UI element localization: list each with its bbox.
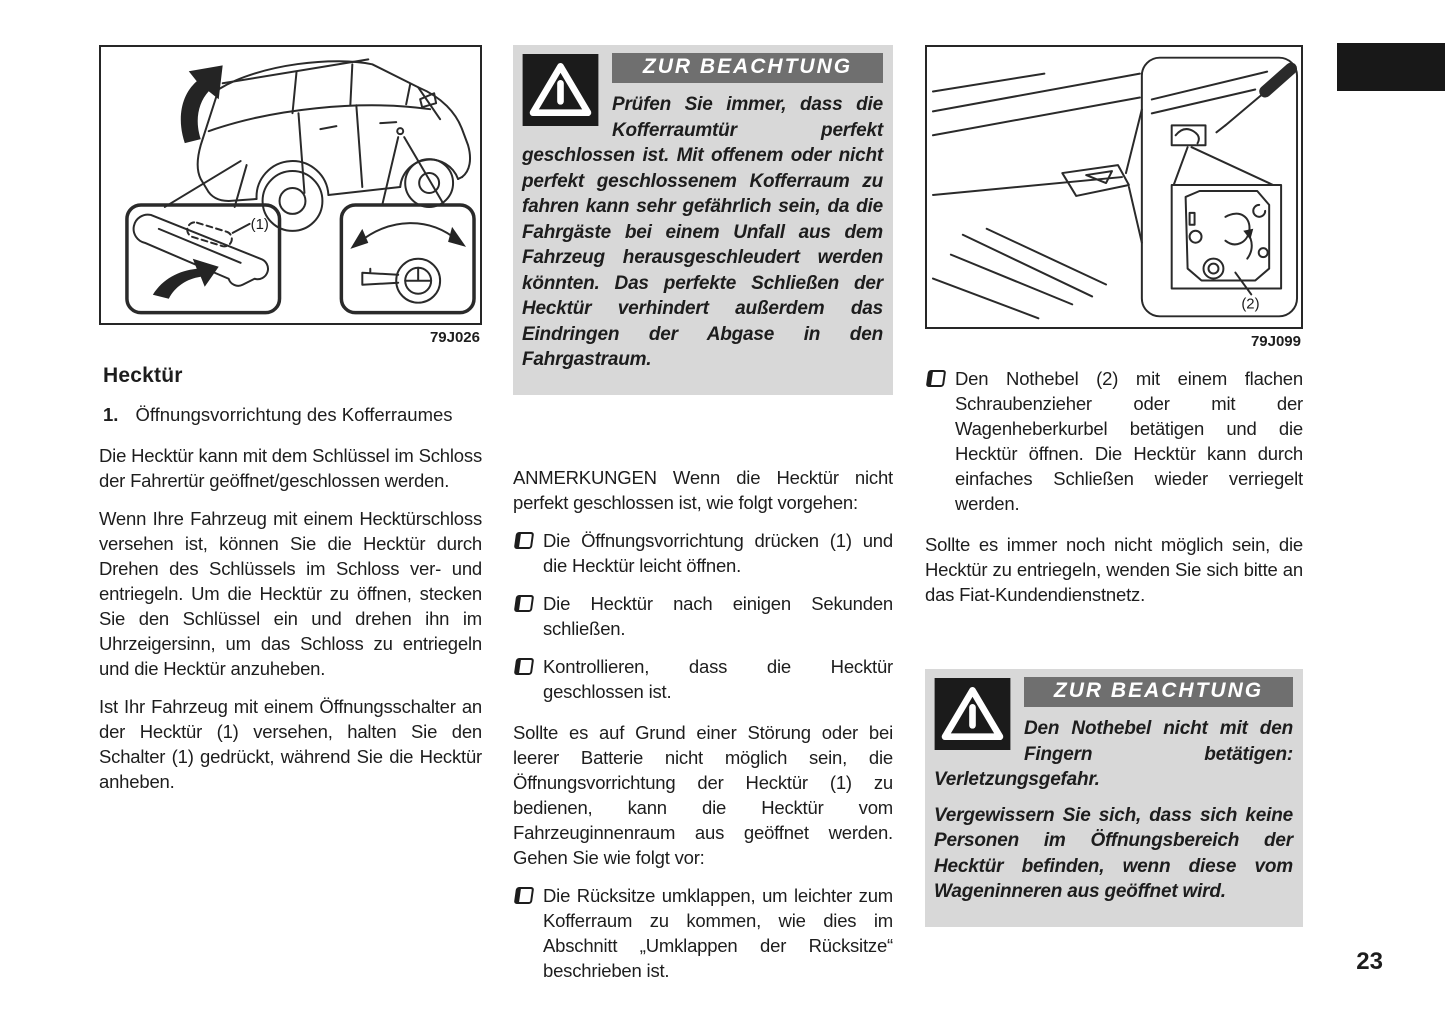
middle-column	[513, 45, 893, 996]
warning-body-text: Vergewissern Sie sich, dass sich keine Personen im Öffnungsbereich der Hecktür befinden, wenn diese vom Wageninneren aus geöffnet wird.	[934, 804, 1293, 902]
warning-header: ZUR BEACHTUNG	[612, 53, 883, 83]
figure-lock-illustration	[925, 45, 1303, 329]
warning-triangle-icon	[934, 678, 1011, 750]
square-bullet-icon	[514, 532, 534, 549]
callout-2-label: (2)	[1241, 295, 1260, 313]
chapter-tab-marker	[1337, 43, 1445, 91]
square-bullet-icon	[514, 658, 534, 675]
list-item	[513, 883, 893, 983]
warning-triangle-icon	[522, 54, 599, 126]
list-item-text: Den Nothebel (2) mit einem flachen Schraubenzieher oder mit der Wagenheberkurbel betätigen und die Hecktür öffnen. Die Hecktür kann durch einfaches Schließen wieder verriegelt werden.	[955, 368, 1303, 514]
warning-body-text: Prüfen Sie immer, dass die Kofferraumtür perfekt geschlossen ist. Mit offenem oder nicht perfekt geschlossenem Kofferraum zu fahren kann sehr gefährlich sein, da die Fahrgäste bei einem Unfall aus dem Fahrzeug herausgeschleudert werden könnten. Das perfekte Schließen der Hecktür verhindert außerdem das Eindringen der Abgase in den Fahrgastraum.	[522, 94, 883, 370]
warning-body-text: Den Nothebel nicht mit den Fingern betätigen: Verletzungsgefahr.	[934, 718, 1293, 790]
section-heading: Hecktür	[103, 364, 183, 387]
page-number: 23	[1356, 948, 1383, 975]
callout-1-label: (1)	[250, 215, 269, 233]
paragraph: Wenn Ihre Fahrzeug mit einem Hecktürschloss versehen ist, können Sie die Hecktür durch Drehen des Schlüssels im Schloss ver- und entriegeln. Um die Hecktür zu öffnen, stecken Sie den Schlüssel ein und drehen ihn im Uhrzeigersinn, um das Schloss zu entriegeln und die Hecktür anzuheben.	[99, 508, 482, 679]
list-item-text: Kontrollieren, dass die Hecktür geschlossen ist.	[543, 655, 893, 702]
list-item-text: Die Öffnungsvorrichtung drücken (1) und die Hecktür leicht öffnen.	[543, 529, 893, 576]
press-arrow-icon	[153, 259, 219, 299]
tailgate-open-arrow-icon	[181, 65, 223, 143]
paragraph: Sollte es immer noch nicht möglich sein, die Hecktür zu entriegeln, wenden Sie sich bitte an das Fiat-Kundendienstnetz.	[925, 534, 1303, 605]
figure-caption-left: 79J026	[429, 329, 480, 346]
list-item-text: Die Rücksitze umklappen, um leichter zum Kofferraum zu kommen, wie dies im Abschnitt „Umklappen der Rücksitze“ beschrieben ist.	[543, 884, 893, 981]
item-number: 1.	[103, 404, 119, 425]
trunk-lock-drawing	[927, 47, 1301, 327]
square-bullet-icon	[514, 887, 534, 904]
item-text: Öffnungsvorrichtung des Kofferraumes	[135, 404, 453, 425]
left-column	[99, 45, 482, 807]
list-item	[925, 366, 1303, 516]
notes-intro-paragraph: ANMERKUNGEN Wenn die Hecktür nicht perfekt geschlossen ist, wie folgt vorgehen:	[513, 466, 893, 513]
paragraph: Sollte es auf Grund einer Störung oder bei leerer Batterie nicht möglich sein, die Öffnungsvorrichtung der Hecktür (1) zu bedienen, kann die Hecktür vom Fahrzeuginnenraum aus geöffnet werden. Gehen Sie wie folgt vor:	[513, 721, 893, 868]
square-bullet-icon	[926, 370, 946, 387]
paragraph: Ist Ihr Fahrzeug mit einem Öffnungsschalter an der Hecktür (1) versehen, halten Sie den Schalter (1) gedrückt, während Sie die Hecktür anheben.	[99, 696, 482, 792]
figure-tailgate-illustration	[99, 45, 482, 325]
numbered-item	[103, 402, 482, 427]
list-item-text: Die Hecktür nach einigen Sekunden schließen.	[543, 592, 893, 639]
warning-box-top	[513, 45, 893, 395]
warning-header: ZUR BEACHTUNG	[1024, 677, 1293, 707]
list-item	[513, 528, 893, 578]
car-tailgate-drawing	[101, 47, 480, 323]
square-bullet-icon	[514, 595, 534, 612]
warning-box-bottom	[925, 669, 1303, 927]
list-item	[513, 591, 893, 641]
figure-caption-right: 79J099	[1250, 333, 1301, 350]
right-column	[925, 45, 1303, 927]
paragraph: Die Hecktür kann mit dem Schlüssel im Schloss der Fahrertür geöffnet/geschlossen werden.	[99, 445, 482, 491]
list-item	[513, 654, 893, 704]
